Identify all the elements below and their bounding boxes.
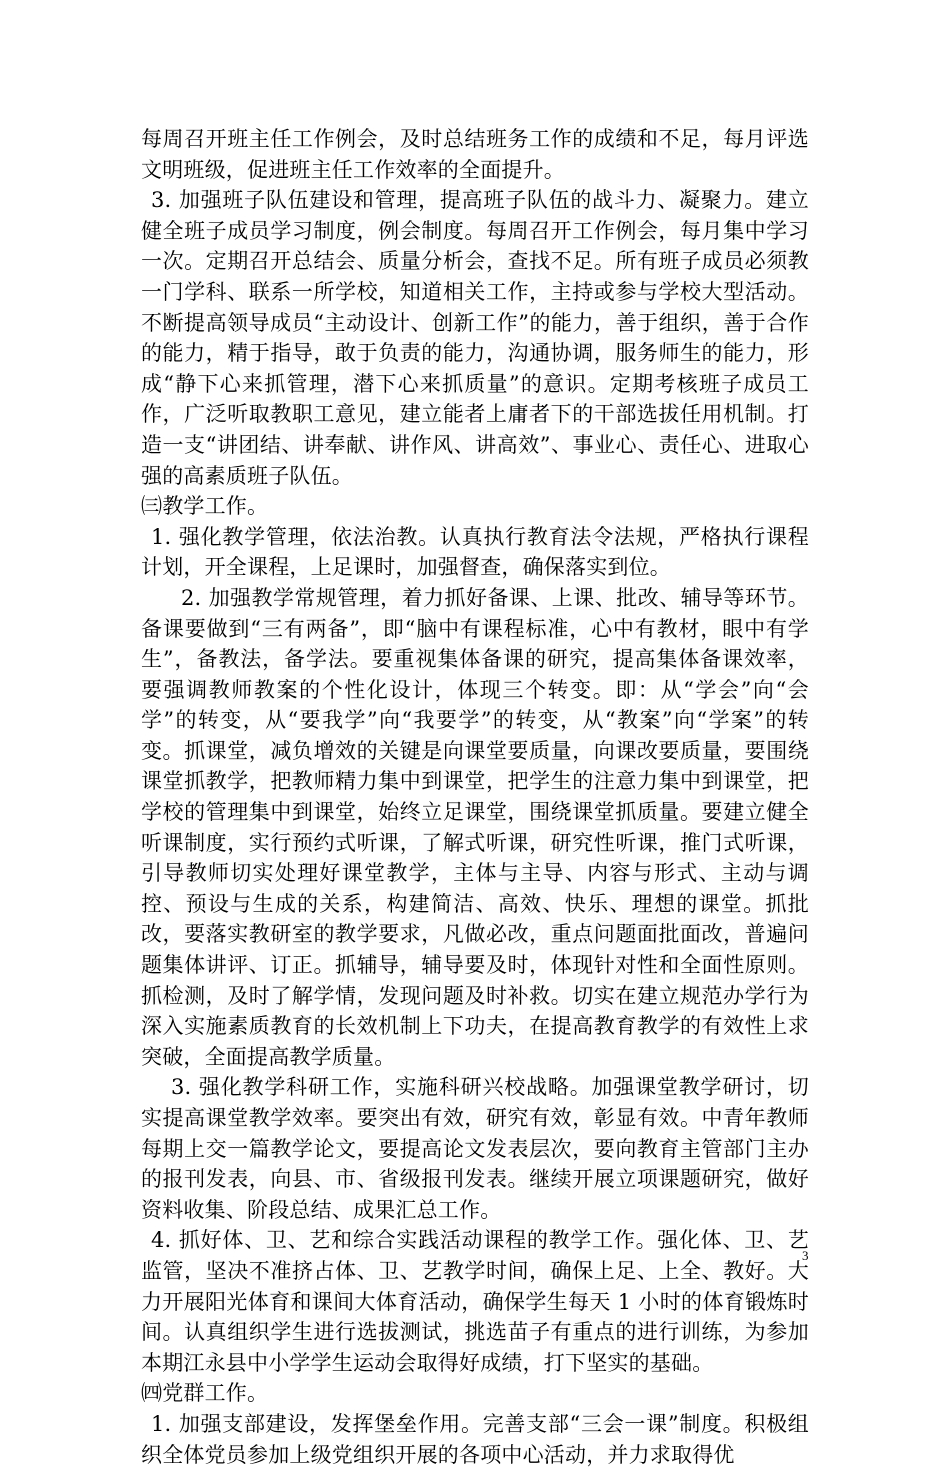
paragraph-teaching-research: 3. 强化教学科研工作，实施科研兴校战略。加强课堂教学研讨，切实提高课堂教学效率。要突出有效，研究有效，彰显有效。中青年教师每期上交一篇教学论文，要提高论文发表层次，要向教育主管部门主办的报刊发表，向县、市、省级报刊发表。继续开展立项课题研究，做好资料收集、阶段总结、成果汇总工作。 — [141, 1075, 809, 1222]
paragraph-class-teacher-meeting: 每周召开班主任工作例会，及时总结班务工作的成绩和不足，每月评选文明班级，促进班主任工作效率的全面提升。 — [141, 127, 809, 182]
section-heading-party-work: ㈣党群工作。 — [141, 1381, 269, 1406]
page-number: 3 — [802, 1248, 809, 1263]
paragraph-party-branch: 1. 加强支部建设，发挥堡垒作用。完善支部“三会一课”制度。积极组织全体党员参加上级党组织开展的各项中心活动，并力求取得优 — [141, 1411, 809, 1467]
paragraph-sports-health-arts: 4. 抓好体、卫、艺和综合实践活动课程的教学工作。强化体、卫、艺监管，坚决不准挤占体、卫、艺教学时间，确保上足、上全、教好。大力开展阳光体育和课间大体育活动，确保学生每天 1 小时的体育锻炼时间。认真组织学生进行选拔测试，挑选苗子有重点的进行训练，为参加本期江永县中小学学生运动会取得好成绩，打下坚实的基础。 — [141, 1228, 809, 1375]
paragraph-teaching-management: 1. 强化教学管理，依法治教。认真执行教育法令法规，严格执行课程计划，开全课程，上足课时，加强督查，确保落实到位。 — [141, 524, 809, 580]
paragraph-leadership-team: 3. 加强班子队伍建设和管理，提高班子队伍的战斗力、凝聚力。建立健全班子成员学习制度，例会制度。每周召开工作例会，每月集中学习一次。定期召开总结会、质量分析会，查找不足。所有班子成员必须教一门学科、联系一所学校，知道相关工作，主持或参与学校大型活动。不断提高领导成员“主动设计、创新工作”的能力，善于组织，善于合作的能力，精于指导，敢于负责的能力，沟通协调，服务师生的能力，形成“静下心来抓管理，潜下心来抓质量”的意识。定期考核班子成员工作，广泛听取教职工意见，建立能者上庸者下的干部选拔任用机制。打造一支“讲团结、讲奉献、讲作风、讲高效”、事业心、责任心、进取心强的高素质班子队伍。 — [141, 188, 809, 488]
section-heading-teaching-work: ㈢教学工作。 — [141, 494, 269, 519]
document-body — [141, 124, 809, 1470]
paragraph-teaching-routine: 2. 加强教学常规管理，着力抓好备课、上课、批改、辅导等环节。备课要做到“三有两备”，即“脑中有课程标准，心中有教材，眼中有学生”，备教法，备学法。要重视集体备课的研究，提高集体备课效率，要强调教师教案的个性化设计，体现三个转变。即：从“学会”向“会学”的转变，从“要我学”向“我要学”的转变，从“教案”向“学案”的转变。抓课堂，减负增效的关键是向课堂要质量，向课改要质量，要围绕课堂抓教学，把教师精力集中到课堂，把学生的注意力集中到课堂，把学校的管理集中到课堂，始终立足课堂，围绕课堂抓质量。要建立健全听课制度，实行预约式听课，了解式听课，研究性听课，推门式听课，引导教师切实处理好课堂教学，主体与主导、内容与形式、主动与调控、预设与生成的关系，构建简洁、高效、快乐、理想的课堂。抓批改，要落实教研室的教学要求，凡做必改，重点问题面批面改，普遍问题集体讲评、订正。抓辅导，辅导要及时，体现针对性和全面性原则。抓检测，及时了解学情，发现问题及时补救。切实在建立规范办学行为深入实施素质教育的长效机制上下功夫，在提高教育教学的有效性上求突破，全面提高教学质量。 — [141, 585, 809, 1069]
